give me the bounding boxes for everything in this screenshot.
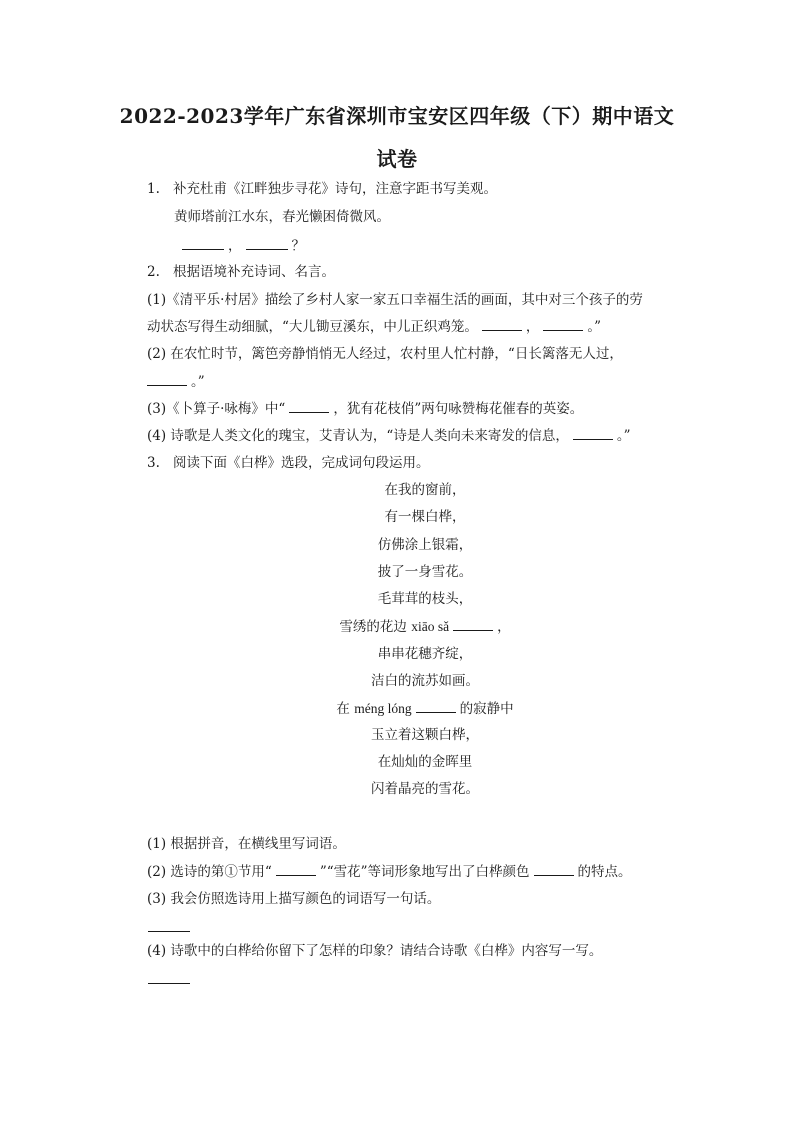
question-1-stem: 1. 补充杜甫《江畔独步寻花》诗句，注意字距书写美观。 [147,181,497,197]
poem-line: 玉立着这颗白桦， [371,727,479,743]
answer-line[interactable] [148,982,190,984]
exam-title-line2: 试卷 [376,147,418,171]
answer-blank[interactable] [276,862,316,876]
answer-blank[interactable] [182,236,224,250]
answer-line[interactable] [148,930,190,932]
pinyin: xiāo sǎ [411,619,450,634]
poem-line: 串串花穗齐绽， [377,646,473,662]
poem-line-with-pinyin: 雪绣的花边 xiāo sǎ ， [339,619,511,635]
answer-blank[interactable] [416,699,456,713]
question-3-number: 3. [147,455,160,471]
question-3-sub3: (3) 我会仿照选诗用上描写颜色的词语写一句话。 [147,891,441,907]
poem-line: 披了一身雪花。 [377,564,473,580]
poem-line-with-pinyin: 在 méng lóng 的寂静中 [336,701,514,717]
poem-line: 洁白的流苏如画。 [371,673,479,689]
answer-blank[interactable] [246,236,288,250]
question-3-sub4: (4) 诗歌中的白桦给你留下了怎样的印象？请结合诗歌《白桦》内容写一写。 [147,943,603,959]
pinyin: méng lóng [354,701,412,716]
answer-blank[interactable] [543,317,583,331]
question-2-sub1-line2: 动状态写得生动细腻，“大儿锄豆溪东，中儿正织鸡笼。 ， 。” [147,319,602,335]
question-1-answer-row: ， ？ [178,236,305,255]
poem-line: 仿佛涂上银霜， [377,537,473,553]
question-2-sub1-line1: (1)《清平乐·村居》描绘了乡村人家一家五口幸福生活的画面，其中对三个孩子的劳 [147,292,643,308]
poem-line: 闪着晶亮的雪花。 [371,781,479,797]
question-3-stem: 3. 阅读下面《白桦》选段，完成词句段运用。 [147,455,430,471]
poem-line: 有一棵白桦， [384,509,466,525]
question-3-sub2: (2) 选诗的第①节用“ ”“雪花”等词形象地写出了白桦颜色 的特点。 [147,864,632,880]
exam-title-line1: 2022-2023学年广东省深圳市宝安区四年级（下）期中语文 [119,104,675,128]
question-3-sub1: (1) 根据拼音，在横线里写词语。 [147,836,346,852]
poem-line: 在我的窗前， [384,482,466,498]
question-2-stem: 2. 根据语境补充诗词、名言。 [147,264,335,280]
poem-line: 在灿灿的金晖里 [377,754,473,770]
question-2-number: 2. [147,264,160,280]
question-1-number: 1. [147,181,160,197]
answer-blank[interactable] [147,372,187,386]
question-2-sub2-line2: 。” [147,372,205,391]
question-2-sub3: (3)《卜算子·咏梅》中“ ，犹有花枝俏”两句咏赞梅花催春的英姿。 [147,401,584,417]
question-2-sub2-line1: (2) 在农忙时节，篱笆旁静悄悄无人经过，农村里人忙村静，“日长篱落无人过， [147,346,623,362]
answer-blank[interactable] [289,399,329,413]
answer-blank[interactable] [573,426,613,440]
question-1-verse: 黄师塔前江水东，春光懒困倚微风。 [174,209,390,225]
poem-line: 毛茸茸的枝头， [377,591,473,607]
question-2-sub4: (4) 诗歌是人类文化的瑰宝，艾青认为，“诗是人类向未来寄发的信息， 。” [147,428,631,444]
answer-blank[interactable] [453,617,493,631]
answer-blank[interactable] [482,317,522,331]
answer-blank[interactable] [534,862,574,876]
